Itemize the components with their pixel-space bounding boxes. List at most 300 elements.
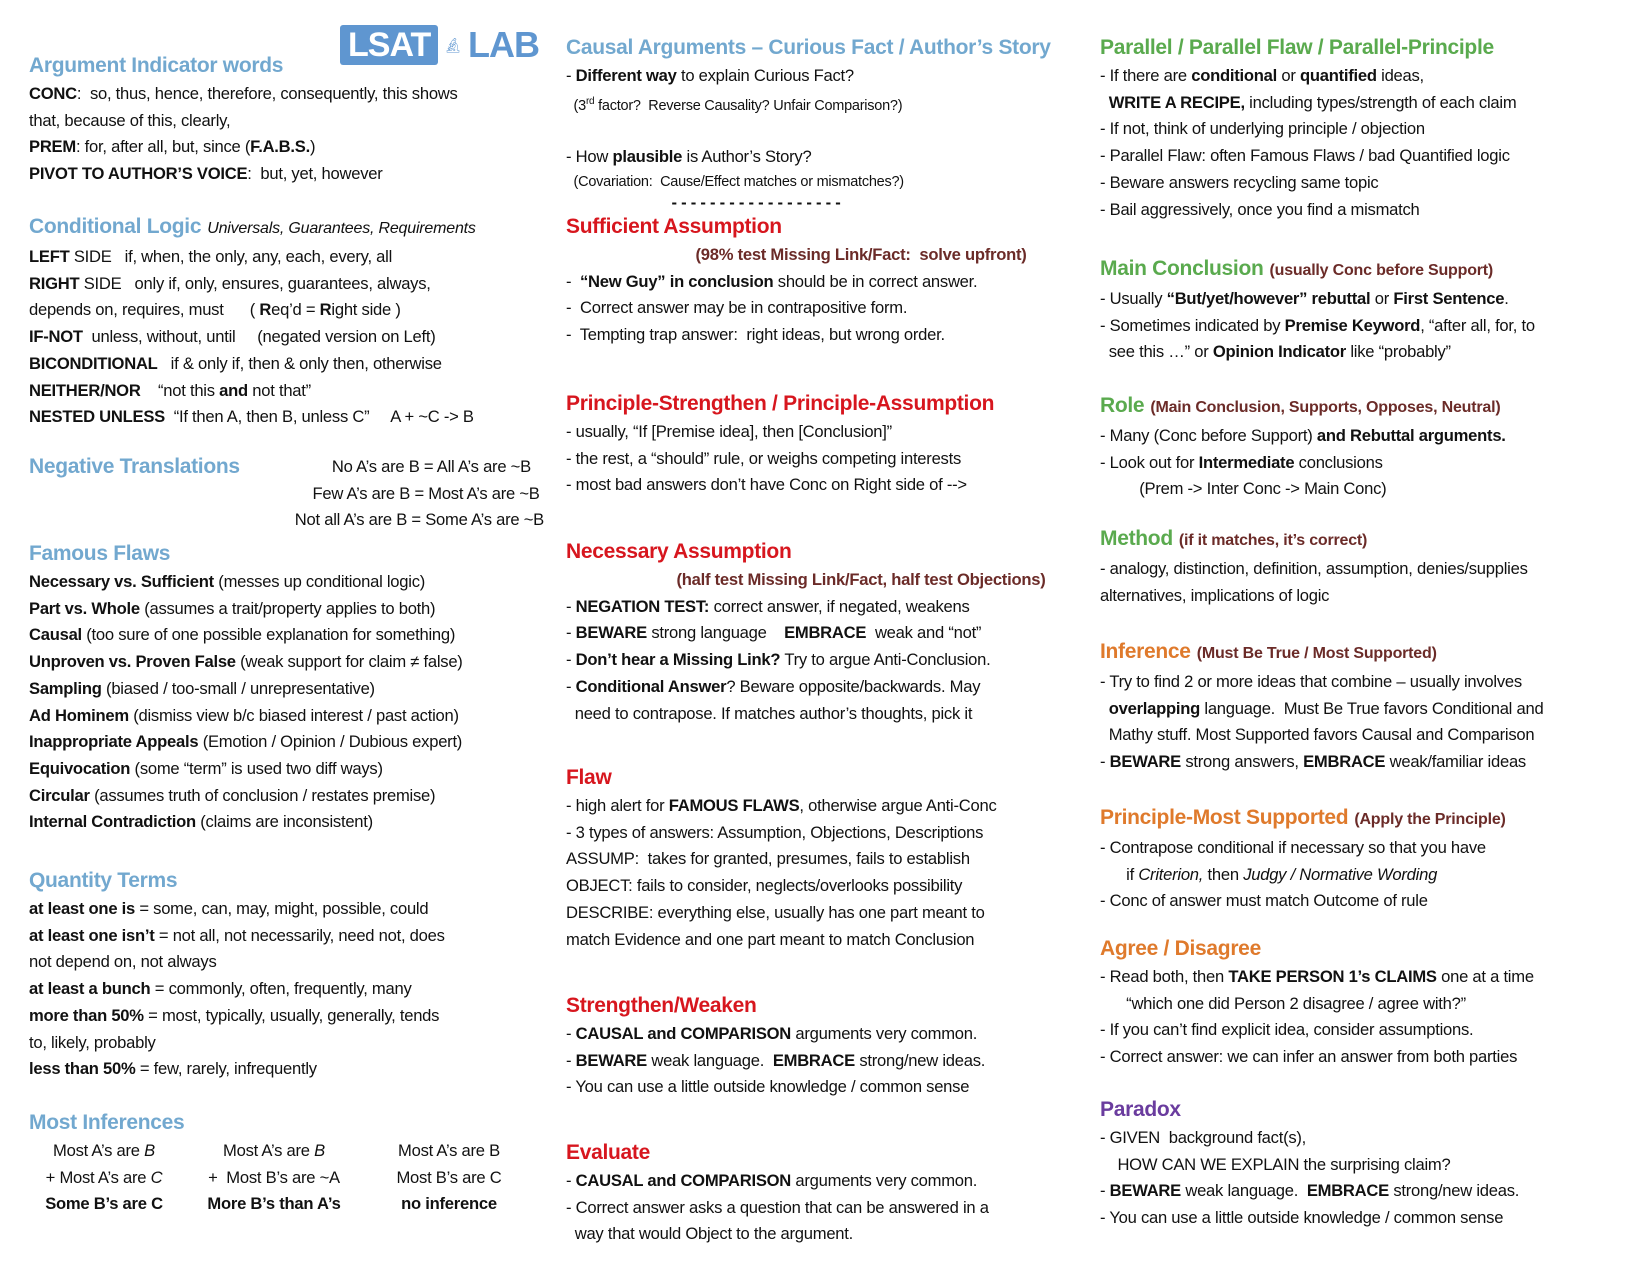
text-run: C bbox=[150, 1167, 163, 1187]
text-line bbox=[566, 873, 1076, 900]
section-parallel bbox=[1100, 33, 1645, 223]
text-run: weak/familiar ideas bbox=[1385, 752, 1526, 772]
text-run: ight side ) bbox=[331, 300, 401, 320]
text-line bbox=[1100, 835, 1645, 862]
text-line bbox=[1100, 286, 1645, 313]
heading-text: Strengthen/Weaken bbox=[566, 994, 757, 1017]
section-heading bbox=[29, 1108, 544, 1138]
text-line bbox=[1100, 964, 1645, 991]
text-run: - most bad answers don’t have Conc on Right side of --> bbox=[566, 475, 967, 495]
text-run: - Conc of answer must match Outcome of rule bbox=[1100, 891, 1428, 911]
text-line bbox=[1100, 888, 1645, 915]
text-run: - bbox=[566, 1024, 576, 1043]
text-line bbox=[1100, 991, 1645, 1018]
text-line bbox=[1100, 90, 1645, 117]
text-run: BEWARE bbox=[575, 623, 647, 643]
text-run: Most A’s are bbox=[53, 1141, 145, 1160]
heading-text: Main Conclusion bbox=[1100, 257, 1264, 280]
text-run: First Sentence bbox=[1393, 289, 1505, 308]
text-run: - You can use a little outside knowledge / common sense bbox=[1100, 1208, 1504, 1228]
section-method bbox=[1100, 524, 1645, 609]
section-heading bbox=[1100, 1095, 1645, 1125]
logo-lab: LAB bbox=[468, 24, 540, 65]
text-run: Few A’s are B = Most A’s are ~B bbox=[312, 483, 544, 503]
text-line bbox=[566, 1021, 1076, 1048]
text-run: - Usually bbox=[1100, 289, 1167, 308]
section-inference bbox=[1100, 637, 1645, 776]
text-line bbox=[566, 1221, 1076, 1248]
text-run: HOW CAN WE EXPLAIN the surprising claim? bbox=[1100, 1154, 1451, 1174]
text-run: (claims are inconsistent) bbox=[195, 812, 373, 832]
text-run: : but, yet, however bbox=[247, 164, 383, 184]
text-run: + Most A’s are bbox=[45, 1167, 151, 1187]
text-run: Premise Keyword bbox=[1284, 315, 1421, 335]
heading-subtitle: (Main Conclusion, Supports, Opposes, Neutral) bbox=[1150, 399, 1501, 416]
text-run: then bbox=[1203, 864, 1244, 884]
text-run: Most A’s are B bbox=[398, 1141, 500, 1160]
heading-text: Paradox bbox=[1100, 1098, 1181, 1121]
text-line bbox=[1100, 197, 1645, 224]
text-line bbox=[29, 622, 544, 649]
text-line bbox=[566, 846, 1076, 873]
text-line bbox=[566, 472, 1076, 499]
text-run: EMBRACE bbox=[772, 1050, 855, 1070]
section-heading bbox=[1100, 524, 1645, 556]
text-run: SIDE only if, only, ensures, guarantees, always, bbox=[79, 273, 431, 293]
text-run: R bbox=[259, 300, 272, 320]
section-flaw bbox=[566, 763, 1076, 953]
text-run: PREM bbox=[29, 137, 76, 157]
text-line bbox=[1100, 669, 1645, 696]
text-run: correct answer, if negated, weakens bbox=[709, 596, 970, 616]
text-run: BEWARE bbox=[1109, 752, 1181, 772]
text-run: + Most B’s are ~A bbox=[208, 1167, 340, 1187]
text-run: (3 bbox=[566, 97, 586, 114]
text-run: OBJECT: fails to consider, neglects/overlooks possibility bbox=[566, 876, 963, 896]
text-line bbox=[566, 419, 1076, 446]
text-run: (dismiss view b/c biased interest / past action) bbox=[128, 705, 459, 725]
text-run: EMBRACE bbox=[1306, 1181, 1389, 1201]
heading-text: Agree / Disagree bbox=[1100, 937, 1261, 960]
text-run: . bbox=[1504, 289, 1509, 308]
text-run: = commonly, often, frequently, many bbox=[150, 979, 412, 999]
text-line bbox=[29, 108, 544, 135]
text-run: strong answers, bbox=[1180, 752, 1304, 772]
text-line bbox=[179, 1191, 369, 1218]
text-run: Try to argue Anti-Conclusion. bbox=[780, 650, 991, 670]
text-run: - usually, “If [Premise idea], then [Conclusion]” bbox=[566, 422, 892, 441]
text-run: - bbox=[1100, 752, 1110, 772]
text-run: Sampling bbox=[29, 678, 102, 698]
section-sufficient bbox=[566, 212, 1076, 349]
text-run: B bbox=[144, 1141, 155, 1160]
section-argument-indicator bbox=[29, 51, 544, 188]
text-run: at least a bunch bbox=[29, 979, 151, 999]
section-causal bbox=[566, 33, 1076, 212]
text-line bbox=[29, 404, 544, 431]
section-heading bbox=[1100, 934, 1645, 964]
text-run: - Correct answer asks a question that can be answered in a bbox=[566, 1197, 989, 1217]
text-run: : for, after all, but, since ( bbox=[75, 137, 251, 157]
text-run: - How bbox=[566, 147, 613, 167]
text-run: Not all A’s are B = Some A’s are ~B bbox=[294, 510, 544, 530]
text-run: No A’s are B = All A’s are ~B bbox=[331, 457, 544, 476]
text-run: - Beware answers recycling same topic bbox=[1100, 172, 1379, 192]
text-run: DESCRIBE: everything else, usually has one part meant to bbox=[566, 902, 985, 922]
text-run: NESTED UNLESS bbox=[29, 407, 165, 427]
text-run: - You can use a little outside knowledge / common sense bbox=[566, 1077, 970, 1097]
text-line bbox=[1100, 116, 1645, 143]
text-line bbox=[566, 269, 1076, 296]
section-heading bbox=[29, 539, 544, 569]
text-run: strong/new ideas. bbox=[1388, 1181, 1520, 1201]
section-negative-translations bbox=[29, 452, 544, 534]
heading-text: Method bbox=[1100, 527, 1173, 550]
text-run: - 3 types of answers: Assumption, Objections, Descriptions bbox=[566, 822, 984, 842]
text-line bbox=[1100, 143, 1645, 170]
text-run: Causal bbox=[29, 625, 82, 645]
section-heading bbox=[29, 51, 544, 81]
text-run: Ad Hominem bbox=[29, 705, 129, 725]
text-run bbox=[1100, 699, 1109, 718]
heading-subtitle: Universals, Guarantees, Requirements bbox=[207, 220, 476, 237]
text-run: Judgy / Normative Wording bbox=[1243, 864, 1438, 884]
heading-text: Negative Translations bbox=[29, 455, 240, 478]
text-run: “But/yet/however” rebuttal bbox=[1166, 289, 1371, 308]
text-line bbox=[29, 976, 544, 1003]
text-run: Circular bbox=[29, 785, 90, 805]
section-heading bbox=[29, 452, 240, 482]
text-line bbox=[29, 507, 544, 534]
text-line bbox=[29, 756, 544, 783]
text-line bbox=[29, 161, 544, 188]
text-line bbox=[369, 1165, 529, 1192]
text-run: - bbox=[566, 271, 580, 291]
text-line bbox=[1100, 476, 1645, 503]
text-run: to, likely, probably bbox=[29, 1032, 156, 1052]
text-run: RIGHT bbox=[29, 273, 80, 293]
text-line bbox=[29, 569, 544, 596]
text-run: including types/strength of each claim bbox=[1244, 92, 1517, 112]
text-run: need to contrapose. If matches author’s thoughts, pick it bbox=[566, 703, 973, 723]
text-run: conditional bbox=[1191, 66, 1277, 85]
text-line bbox=[29, 896, 544, 923]
section-necessary bbox=[566, 537, 1076, 727]
text-run: factor? Reverse Causality? Unfair Comparison?) bbox=[594, 97, 903, 114]
section-heading bbox=[1100, 637, 1645, 669]
heading-text: Necessary Assumption bbox=[566, 540, 792, 563]
text-run: (too sure of one possible explanation for something) bbox=[81, 625, 456, 645]
section-heading bbox=[1100, 254, 1645, 286]
text-run: if & only if, then & only then, otherwise bbox=[157, 353, 442, 373]
text-run: (weak support for claim ≠ false) bbox=[235, 652, 463, 672]
text-run: BEWARE bbox=[1109, 1181, 1181, 1201]
text-line bbox=[1100, 339, 1645, 366]
section-evaluate bbox=[566, 1138, 1076, 1248]
text-line bbox=[566, 793, 1076, 820]
text-line bbox=[29, 297, 544, 324]
text-line bbox=[566, 194, 1076, 212]
text-line bbox=[566, 295, 1076, 322]
text-run: = few, rarely, infrequently bbox=[135, 1059, 317, 1079]
text-run: (some “term” is used two diff ways) bbox=[130, 758, 383, 778]
text-run: (assumes a trait/property applies to both) bbox=[139, 598, 436, 618]
text-line bbox=[1100, 1017, 1645, 1044]
text-run: arguments very common. bbox=[791, 1171, 978, 1190]
text-run: “New Guy” in conclusion bbox=[580, 271, 774, 291]
text-run: TAKE PERSON 1’s CLAIMS bbox=[1228, 967, 1437, 986]
text-run: eq’d = bbox=[271, 300, 320, 320]
text-line bbox=[1100, 1044, 1645, 1071]
section-heading bbox=[566, 991, 1076, 1021]
text-line bbox=[29, 1165, 179, 1192]
heading-text: Inference bbox=[1100, 640, 1191, 663]
text-run: = most, typically, usually, generally, tends bbox=[143, 1005, 440, 1025]
text-run: Equivocation bbox=[29, 758, 131, 778]
text-run: depends on, requires, must ( bbox=[29, 300, 260, 320]
text-run: Don’t hear a Missing Link? bbox=[575, 650, 781, 670]
text-line bbox=[566, 1074, 1076, 1101]
text-run: ? Beware opposite/backwards. May bbox=[726, 676, 981, 696]
text-line bbox=[29, 324, 544, 351]
section-heading bbox=[29, 212, 544, 244]
text-line bbox=[29, 676, 544, 703]
text-run: like “probably” bbox=[1345, 342, 1451, 362]
text-line bbox=[29, 649, 544, 676]
text-run: - Many (Conc before Support) bbox=[1100, 426, 1317, 445]
text-run: BEWARE bbox=[575, 1050, 647, 1070]
text-line bbox=[29, 134, 544, 161]
text-run: arguments very common. bbox=[791, 1024, 978, 1043]
text-run: if bbox=[1100, 864, 1139, 884]
text-run: CONC bbox=[29, 84, 77, 103]
text-run: PIVOT TO AUTHOR’S VOICE bbox=[29, 164, 248, 184]
inference-table bbox=[29, 1138, 544, 1218]
text-run: R bbox=[319, 300, 332, 320]
text-run: (98% test Missing Link/Fact: solve upfront) bbox=[695, 245, 1027, 264]
text-run: Opinion Indicator bbox=[1212, 342, 1346, 362]
text-line bbox=[566, 900, 1076, 927]
text-run: SIDE if, when, the only, any, each, every, all bbox=[69, 247, 393, 266]
text-line bbox=[1100, 450, 1645, 477]
text-run: Most B’s are C bbox=[396, 1167, 502, 1187]
text-run: IF-NOT bbox=[29, 327, 83, 347]
text-run: at least one is bbox=[29, 899, 135, 918]
text-run: - Tempting trap answer: right ideas, but wrong order. bbox=[566, 325, 945, 345]
text-run: - bbox=[566, 1050, 576, 1070]
text-run: Some B’s are C bbox=[45, 1194, 163, 1214]
text-line bbox=[29, 729, 544, 756]
text-run: NEITHER/NOR bbox=[29, 380, 141, 400]
text-run: Unproven vs. Proven False bbox=[29, 652, 236, 672]
heading-text: Principle-Strengthen / Principle-Assumption bbox=[566, 392, 995, 415]
text-line bbox=[29, 481, 544, 508]
text-run: - bbox=[566, 596, 576, 616]
section-agree-disagree bbox=[1100, 934, 1645, 1071]
section-heading bbox=[566, 537, 1076, 567]
text-line bbox=[29, 378, 544, 405]
text-line bbox=[1100, 696, 1645, 723]
text-run: Most A’s are bbox=[223, 1141, 315, 1160]
text-line bbox=[566, 1048, 1076, 1075]
text-run: strong language bbox=[646, 623, 785, 643]
text-line bbox=[1100, 722, 1645, 749]
text-run: (Prem -> Inter Conc -> Main Conc) bbox=[1100, 479, 1387, 499]
text-line bbox=[1100, 1205, 1645, 1232]
heading-text: Flaw bbox=[566, 766, 612, 789]
text-run: F.A.B.S. bbox=[250, 137, 310, 157]
text-run: - Parallel Flaw: often Famous Flaws / bad Quantified logic bbox=[1100, 146, 1510, 166]
text-line bbox=[566, 674, 1076, 701]
text-run: weak language. bbox=[646, 1050, 773, 1070]
heading-text: Most Inferences bbox=[29, 1111, 185, 1134]
logo-lsat: LSAT bbox=[340, 25, 438, 65]
text-run: - - - - - - - - - - - - - - - - - - bbox=[671, 192, 841, 212]
text-run: quantified bbox=[1299, 66, 1377, 85]
text-line bbox=[1100, 749, 1645, 776]
section-famous-flaws bbox=[29, 539, 544, 836]
text-run: WRITE A RECIPE, bbox=[1108, 92, 1245, 112]
text-run: or bbox=[1370, 289, 1394, 308]
section-principle-strengthen bbox=[566, 389, 1076, 499]
section-heading bbox=[566, 1138, 1076, 1168]
text-line bbox=[1100, 862, 1645, 889]
text-run: no inference bbox=[401, 1194, 497, 1214]
text-run: - bbox=[566, 623, 576, 643]
text-line bbox=[29, 351, 544, 378]
heading-subtitle: (Must Be True / Most Supported) bbox=[1196, 645, 1437, 662]
text-run: “not this bbox=[140, 380, 220, 400]
text-run: should be in correct answer. bbox=[773, 271, 978, 291]
heading-text: Sufficient Assumption bbox=[566, 215, 782, 238]
section-role bbox=[1100, 391, 1645, 503]
text-run: alternatives, implications of logic bbox=[1100, 585, 1330, 605]
text-run: CAUSAL and COMPARISON bbox=[575, 1171, 792, 1190]
text-run: weak and “not” bbox=[866, 623, 982, 643]
text-run: ) bbox=[309, 137, 316, 157]
section-strengthen-weaken bbox=[566, 991, 1076, 1101]
text-run: , otherwise argue Anti-Conc bbox=[799, 796, 997, 815]
text-run: (assumes truth of conclusion / restates premise) bbox=[89, 785, 436, 805]
heading-text: Parallel / Parallel Flaw / Parallel-Principle bbox=[1100, 36, 1494, 59]
text-run: - bbox=[566, 676, 576, 696]
text-run: - high alert for bbox=[566, 796, 669, 815]
text-line bbox=[1100, 583, 1645, 610]
section-heading bbox=[1100, 33, 1645, 63]
text-line bbox=[566, 446, 1076, 473]
text-run: Conditional Answer bbox=[575, 676, 727, 696]
text-run: - If not, think of underlying principle / objection bbox=[1100, 119, 1425, 139]
section-conditional-logic bbox=[29, 212, 544, 431]
text-run: - Correct answer: we can infer an answer from both parties bbox=[1100, 1047, 1518, 1067]
text-line bbox=[29, 81, 544, 108]
text-line bbox=[29, 949, 544, 976]
text-line bbox=[29, 1138, 179, 1165]
text-run: - Try to find 2 or more ideas that combine – usually involves bbox=[1100, 672, 1522, 691]
text-line bbox=[29, 703, 544, 730]
text-line bbox=[29, 1056, 544, 1083]
text-run: CAUSAL and COMPARISON bbox=[575, 1024, 792, 1043]
text-line bbox=[566, 322, 1076, 349]
section-paradox bbox=[1100, 1095, 1645, 1232]
text-run: , “after all, for, to bbox=[1420, 315, 1535, 335]
text-line bbox=[1100, 63, 1645, 90]
text-run: : so, thus, hence, therefore, consequently, this shows bbox=[76, 84, 458, 103]
text-run: rd bbox=[585, 95, 595, 107]
text-line bbox=[1100, 313, 1645, 340]
microscope-icon: 🔬︎ bbox=[444, 36, 463, 53]
text-line bbox=[369, 1191, 529, 1218]
text-run: = some, can, may, might, possible, could bbox=[135, 899, 429, 918]
text-run: (half test Missing Link/Fact, half test Objections) bbox=[676, 570, 1046, 589]
text-run: at least one isn’t bbox=[29, 925, 155, 945]
section-note bbox=[566, 242, 1076, 269]
text-run: see this …” or bbox=[1100, 342, 1213, 362]
text-line bbox=[29, 783, 544, 810]
text-run: “If then A, then B, unless C” A + ~C -> B bbox=[164, 407, 474, 427]
text-run: More B’s than A’s bbox=[207, 1194, 341, 1214]
section-note bbox=[566, 567, 1076, 594]
text-run: unless, without, until (negated version on Left) bbox=[82, 327, 436, 347]
text-line bbox=[566, 647, 1076, 674]
text-run: (Covariation: Cause/Effect matches or mismatches?) bbox=[566, 173, 904, 190]
text-line bbox=[29, 596, 544, 623]
text-run: EMBRACE bbox=[1303, 752, 1386, 772]
text-line bbox=[566, 1168, 1076, 1195]
text-line bbox=[29, 1030, 544, 1057]
text-line bbox=[29, 1191, 179, 1218]
section-heading bbox=[566, 33, 1076, 63]
text-line bbox=[566, 701, 1076, 728]
text-line bbox=[29, 244, 544, 271]
text-line bbox=[179, 1138, 369, 1165]
text-run: “which one did Person 2 disagree / agree with?” bbox=[1100, 993, 1466, 1013]
text-line bbox=[566, 927, 1076, 954]
text-run: BICONDITIONAL bbox=[29, 353, 158, 373]
heading-text: Role bbox=[1100, 394, 1145, 417]
text-run: and Rebuttal arguments. bbox=[1316, 426, 1506, 445]
text-run: FAMOUS FLAWS bbox=[668, 796, 800, 815]
heading-text: Argument Indicator words bbox=[29, 54, 284, 77]
text-run: weak language. bbox=[1180, 1181, 1307, 1201]
text-line bbox=[566, 144, 1076, 171]
text-line bbox=[1100, 1152, 1645, 1179]
text-run: - If you can’t find explicit idea, consider assumptions. bbox=[1100, 1020, 1474, 1040]
text-run: - bbox=[1100, 1181, 1110, 1201]
text-line bbox=[29, 1003, 544, 1030]
text-run: ASSUMP: takes for granted, presumes, fails to establish bbox=[566, 849, 970, 869]
heading-text: Evaluate bbox=[566, 1141, 650, 1164]
section-heading bbox=[566, 763, 1076, 793]
section-heading bbox=[29, 866, 544, 896]
heading-text: Conditional Logic bbox=[29, 215, 202, 238]
text-line bbox=[566, 118, 1076, 145]
text-line bbox=[1100, 556, 1645, 583]
text-run: - Read both, then bbox=[1100, 967, 1229, 986]
text-run: to explain Curious Fact? bbox=[676, 66, 854, 85]
text-run: - bbox=[566, 650, 576, 670]
text-run: - bbox=[566, 66, 576, 85]
text-run: - analogy, distinction, definition, assumption, denies/supplies bbox=[1100, 559, 1528, 578]
text-run: or bbox=[1277, 66, 1300, 85]
text-run: conclusions bbox=[1294, 452, 1383, 472]
heading-text: Quantity Terms bbox=[29, 869, 178, 892]
text-run: less than 50% bbox=[29, 1059, 136, 1079]
text-run: Mathy stuff. Most Supported favors Causal and Comparison bbox=[1100, 725, 1535, 745]
text-run: plausible bbox=[612, 147, 683, 167]
text-line bbox=[566, 594, 1076, 621]
text-run: - the rest, a “should” rule, or weighs competing interests bbox=[566, 448, 961, 468]
